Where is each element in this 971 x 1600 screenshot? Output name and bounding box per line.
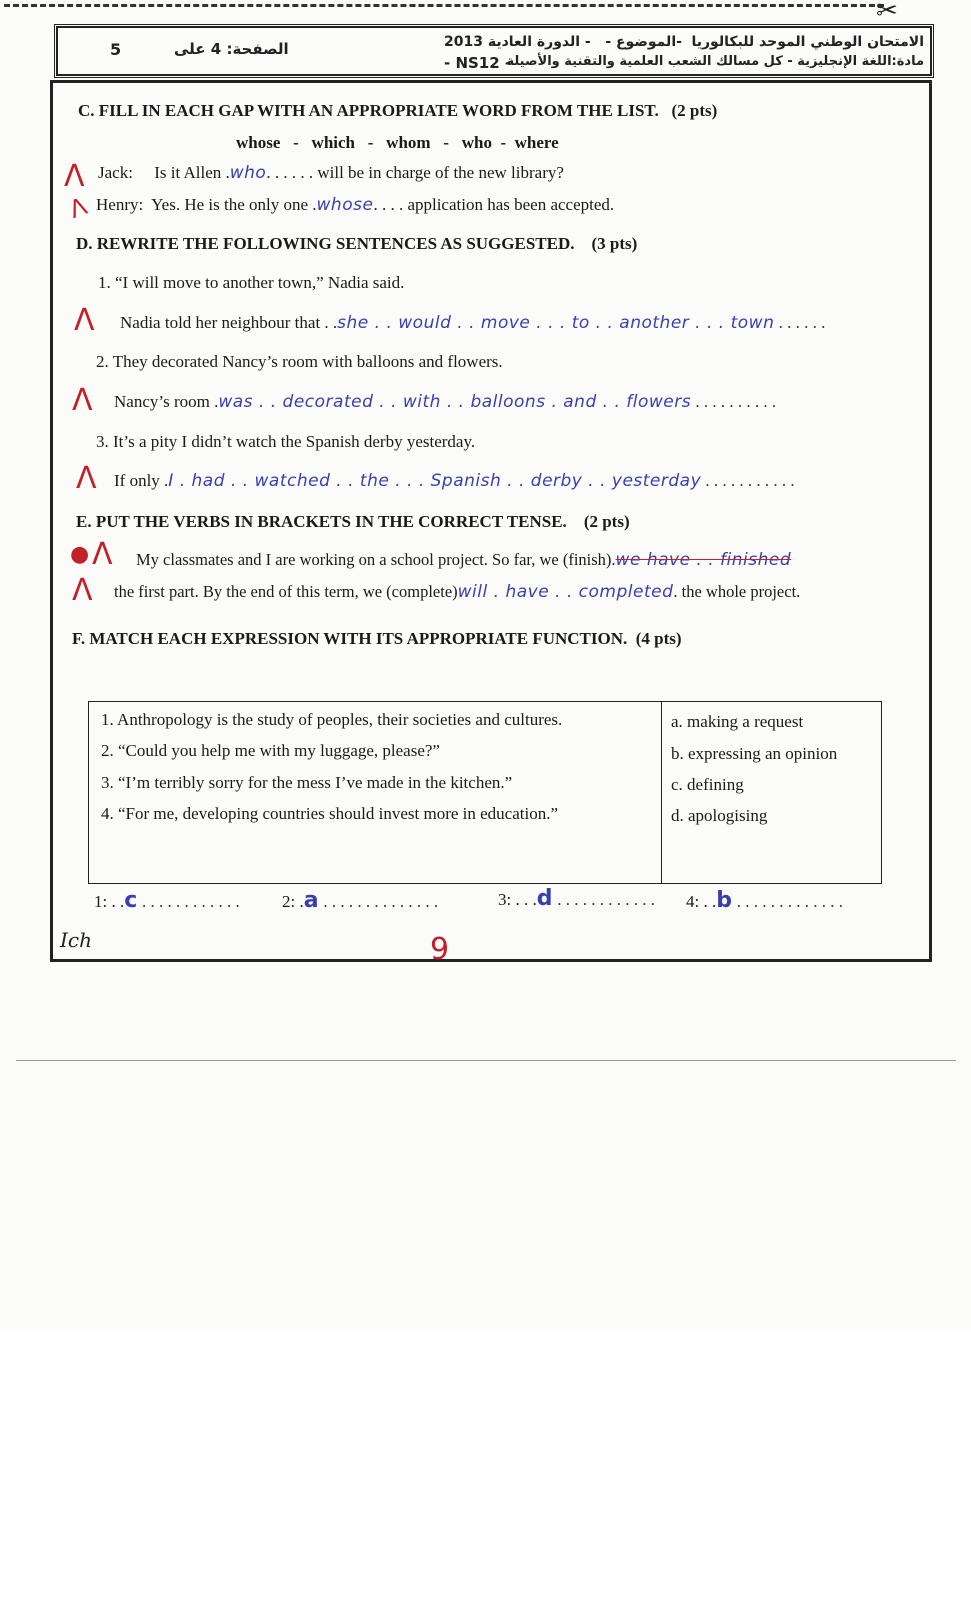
- match-value-1: c: [124, 888, 138, 913]
- match-label-1: 1: . .: [94, 892, 125, 911]
- speaker-henry: Henry:: [96, 195, 144, 214]
- match-value-4: b: [716, 888, 733, 913]
- tense-sentence-1: My classmates and I are working on a school project. So far, we (finish).: [136, 550, 616, 569]
- answer-2-dots: . . . . . . . . . .: [691, 392, 777, 411]
- match-answer-2: [282, 888, 438, 913]
- answer-whose: whose: [316, 195, 374, 215]
- section-e-title: [76, 512, 630, 532]
- grader-initials: Ich: [60, 928, 92, 952]
- matching-table: [88, 701, 882, 884]
- section-e-points: (2 pts): [583, 512, 630, 531]
- expression-3: 3. “I’m terribly sorry for the mess I’ve made in the kitchen.”: [101, 773, 513, 792]
- exam-code: - NS12 -: [444, 54, 512, 72]
- match-value-3: d: [536, 886, 553, 911]
- subject-line: مادة:اللغة الإنجليزية - كل مسالك الشعب العلمية والتقنية والأصيلة: [506, 54, 924, 69]
- match-answer-1: [94, 888, 240, 913]
- exam-header: [56, 26, 932, 76]
- match-label-2: 2: .: [282, 892, 304, 911]
- answer-2-line: [114, 392, 776, 412]
- answer-1-dots: . . . . . .: [774, 313, 826, 332]
- tense-sentence-2-start: the first part. By the end of this term, we (complete): [114, 582, 458, 601]
- function-a: a. making a request: [671, 712, 804, 731]
- tense-sentence-2-end: . the whole project.: [673, 582, 801, 601]
- section-f-points: (4 pts): [635, 629, 682, 648]
- section-d-points: (3 pts): [591, 234, 638, 253]
- check-mark-icon: Λ: [65, 192, 91, 224]
- blank-margin: [0, 1329, 971, 1600]
- section-c-points: (2 pts): [671, 101, 718, 120]
- check-mark-icon: Λ: [92, 537, 113, 572]
- cut-line: [4, 4, 884, 7]
- match-dots-3: . . . . . . . . . . . .: [552, 890, 655, 909]
- page-number: الصفحة: 4 على: [174, 40, 289, 58]
- score-mark: 9: [430, 932, 450, 967]
- question-2: 2. They decorated Nancy’s room with balloons and flowers.: [96, 352, 503, 371]
- answer-finish: we have . . finished: [615, 550, 792, 570]
- match-label-4: 4: . .: [686, 892, 717, 911]
- word-list: whose - which - whom - who - where: [236, 133, 559, 152]
- answer-1-line: [120, 313, 825, 333]
- session-label: [444, 34, 682, 50]
- check-mark-icon: Λ: [72, 383, 93, 418]
- section-c-heading: C. FILL IN EACH GAP WITH AN APPROPRIATE WORD FROM THE LIST.: [78, 101, 659, 120]
- tense-line-1: [136, 550, 791, 570]
- speaker-jack: Jack:: [98, 163, 133, 182]
- question-1: 1. “I will move to another town,” Nadia said.: [98, 273, 405, 292]
- match-dots-1: . . . . . . . . . . . .: [137, 892, 240, 911]
- answer-3-prefix: If only .: [114, 471, 169, 490]
- subject-label: -الموضوع -: [605, 34, 682, 50]
- section-f-title: [72, 629, 682, 649]
- dialogue-line-2: [96, 195, 614, 215]
- total-pages: 5: [110, 40, 122, 59]
- answer-3: I . had . . watched . . the . . . Spanish . . derby . . yesterday: [168, 471, 702, 491]
- section-e-heading: E. PUT THE VERBS IN BRACKETS IN THE CORRECT TENSE.: [76, 512, 567, 531]
- table-divider: [661, 702, 662, 883]
- section-f-heading: F. MATCH EACH EXPRESSION WITH ITS APPROPRIATE FUNCTION.: [72, 629, 628, 648]
- section-d-title: [76, 234, 637, 254]
- answer-1-prefix: Nadia told her neighbour that . .: [120, 313, 338, 332]
- function-d: d. apologising: [671, 806, 768, 825]
- check-mark-icon: Λ: [64, 159, 85, 194]
- expression-4: 4. “For me, developing countries should invest more in education.”: [101, 804, 559, 823]
- question-3: 3. It’s a pity I didn’t watch the Spanish derby yesterday.: [96, 432, 476, 451]
- match-label-3: 3: . . .: [498, 890, 537, 909]
- check-mark-icon: Λ: [74, 303, 95, 338]
- expression-2: 2. “Could you help me with my luggage, please?”: [101, 741, 440, 760]
- answer-2: was . . decorated . . with . . balloons . and . . flowers: [218, 392, 692, 412]
- section-c-title: [78, 101, 717, 121]
- scissors-icon: ✂: [876, 0, 898, 26]
- answer-3-dots: . . . . . . . . . . .: [701, 471, 795, 490]
- line2-text-before: Yes. He is the only one .: [151, 195, 317, 214]
- match-dots-2: . . . . . . . . . . . . . .: [319, 892, 439, 911]
- dialogue-line-1: [98, 163, 564, 183]
- match-value-2: a: [303, 888, 320, 913]
- session-text: - الدورة العادية 2013: [444, 34, 591, 50]
- line1-text-after: . . . . . . will be in charge of the new library?: [266, 163, 564, 182]
- check-mark-icon: ●: [70, 542, 90, 567]
- expression-1: 1. Anthropology is the study of peoples, their societies and cultures.: [101, 710, 563, 729]
- section-d-heading: D. REWRITE THE FOLLOWING SENTENCES AS SUGGESTED.: [76, 234, 575, 253]
- match-answer-3: [498, 886, 655, 911]
- tense-line-2: [114, 582, 800, 602]
- line2-text-after: . . . . application has been accepted.: [373, 195, 615, 214]
- match-dots-4: . . . . . . . . . . . . .: [732, 892, 843, 911]
- answer-1: she . . would . . move . . . to . . another . . . town: [337, 313, 775, 333]
- answer-2-prefix: Nancy’s room .: [114, 392, 219, 411]
- answer-who: who: [229, 163, 267, 183]
- answer-3-line: [114, 471, 795, 491]
- function-c: c. defining: [671, 775, 744, 794]
- page-divider: [16, 1060, 956, 1061]
- line1-text-before: Is it Allen .: [154, 163, 230, 182]
- match-answer-4: [686, 888, 843, 913]
- exam-title: الامتحان الوطني الموحد للبكالوريا: [691, 34, 924, 50]
- function-b: b. expressing an opinion: [671, 744, 838, 763]
- answer-complete: will . have . . completed: [457, 582, 674, 602]
- check-mark-icon: Λ: [72, 573, 93, 608]
- check-mark-icon: Λ: [76, 461, 97, 496]
